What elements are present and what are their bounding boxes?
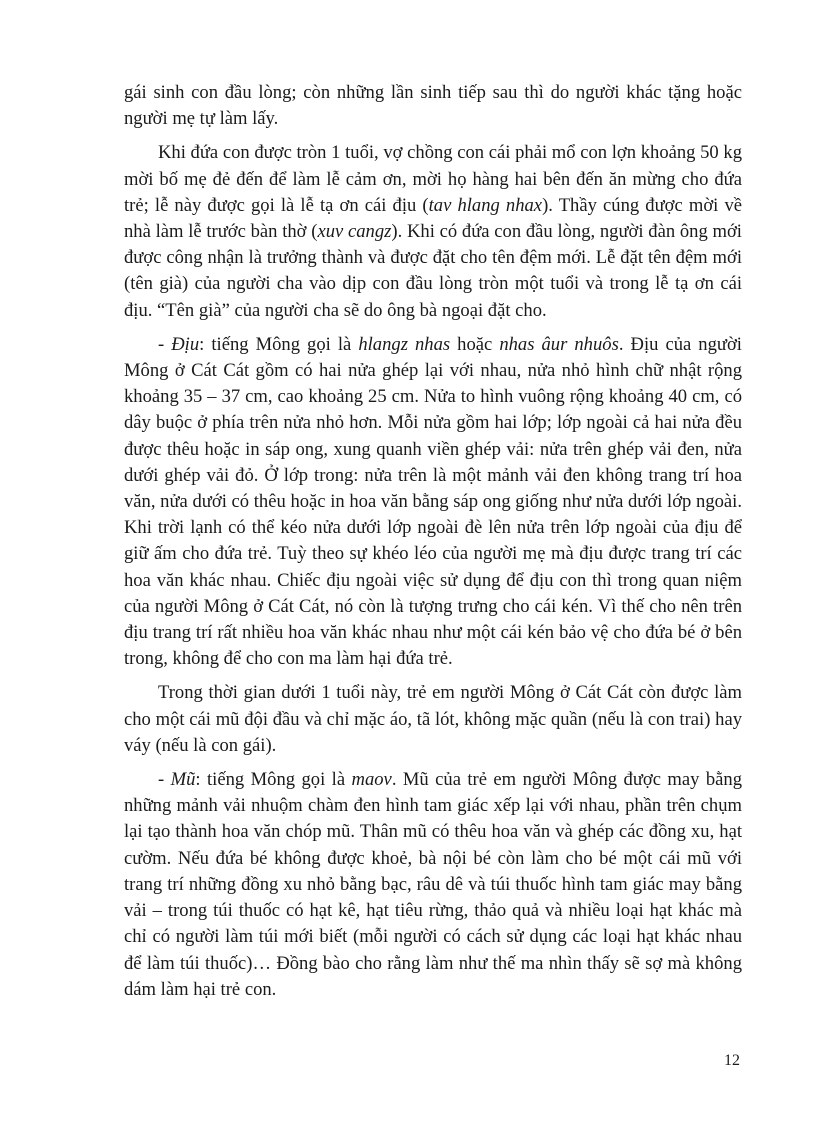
paragraph-2-italic-b: xuv cangz [317, 221, 392, 243]
paragraph-4 [124, 680, 742, 759]
paragraph-3-lead: - [158, 333, 172, 355]
paragraph-5-term: Mũ [170, 769, 196, 791]
paragraph-5-text-b: . Mũ của trẻ em người Mông được may bằng những mảnh vải nhuộm chàm đen hình tam giác xếp lại với nhau, phần trên chụm lại tạo thành hoa văn chóp mũ. Thân mũ có thêu hoa văn và ghép các đồng xu, hạt cườm. Nếu đứa bé không được khoẻ, bà nội bé còn làm cho bé một cái mũ với trang trí những đồng xu nhỏ bằng bạc, râu dê và túi thuốc hình tam giác may bằng vải – trong túi thuốc có hạt kê, hạt tiêu rừng, thảo quả và nhiều loại hạt khác mà chỉ có người làm túi mới biết (mỗi người có cách sử dụng các loại hạt khác nhau để làm túi thuốc)… Đồng bào cho rằng làm như thế ma nhìn thấy sẽ sợ mà không dám làm hại trẻ con. [124, 769, 742, 1000]
paragraph-2-italic-a: tav hlang nhax [428, 194, 543, 216]
paragraph-3-text-c: . Địu của người Mông ở Cát Cát gồm có hai nửa ghép lại với nhau, nửa nhỏ hình chữ nhật rộng khoảng 35 – 37 cm, cao khoảng 25 cm. Nửa to hình vuông rộng khoảng 40 cm, có dây buộc ở phía trên nửa nhỏ hơn. Mỗi nửa gồm hai lớp; lớp ngoài cả hai nửa đều được thêu hoặc in sáp ong, xung quanh viền ghép vải: nửa trên ghép vải đen, nửa dưới ghép vải đỏ. Ở lớp trong: nửa trên là một mảnh vải đen không trang trí hoa văn, nửa dưới có thêu hoặc in hoa văn bằng sáp ong giống như nửa dưới lớp ngoài. Khi trời lạnh có thể kéo nửa dưới lớp ngoài đè lên nửa trên lớp ngoài của địu để giữ ấm cho đứa trẻ. Tuỳ theo sự khéo léo của người mẹ mà địu được trang trí các hoa văn khác nhau. Chiếc địu ngoài việc sử dụng để địu con thì trong quan niệm của người Mông ở Cát Cát, nó còn là tượng trưng cho cái kén. Vì thế cho nên trên địu trang trí rất nhiều hoa văn khác nhau như một cái kén bảo vệ cho đứa bé ở bên trong, không để cho con ma làm hại đứa trẻ. [124, 333, 742, 670]
paragraph-2 [124, 140, 742, 323]
paragraph-4-text: Trong thời gian dưới 1 tuổi này, trẻ em người Mông ở Cát Cát còn được làm cho một cái mũ đội đầu và chỉ mặc áo, tã lót, không mặc quần (nếu là con trai) hay váy (nếu là con gái). [124, 682, 742, 756]
paragraph-2-text-c: ). Khi có đứa con đầu lòng, người đàn ông mới được công nhận là trưởng thành và được đặt cho tên đệm mới. Lễ đặt tên đệm mới (tên già) của người cha vào dịp con đầu lòng tròn một tuổi và trong lễ tạ ơn cái địu. “Tên già” của người cha sẽ do ông bà ngoại đặt cho. [124, 221, 742, 321]
paragraph-1-text: gái sinh con đầu lòng; còn những lần sinh tiếp sau thì do người khác tặng hoặc người mẹ tự làm lấy. [124, 82, 742, 130]
paragraph-3-text-b: hoặc [450, 333, 500, 355]
paragraph-3 [124, 332, 742, 673]
paragraph-2-text-a: Khi đứa con được tròn 1 tuổi, vợ chồng con cái phải mổ con lợn khoảng 50 kg mời bố mẹ đẻ đến để làm lễ cảm ơn, mời họ hàng hai bên đến ăn mừng cho đứa trẻ; lễ này được gọi là lễ tạ ơn cái địu ( [124, 142, 742, 216]
paragraph-5 [124, 767, 742, 1003]
paragraph-3-italic-b: nhas âur nhuôs [499, 333, 619, 355]
paragraph-3-term: Địu [171, 333, 200, 355]
paragraph-1 [124, 80, 742, 132]
document-page [124, 80, 742, 1011]
paragraph-3-italic-a: hlangz nhas [358, 333, 451, 355]
paragraph-5-italic-a: maov [351, 769, 392, 791]
page-number: 12 [724, 1052, 740, 1069]
paragraph-5-lead: - [158, 769, 171, 791]
paragraph-2-text-b: ). Thầy cúng được mời về nhà làm lễ trước bàn thờ ( [124, 194, 743, 243]
paragraph-5-text-a: : tiếng Mông gọi là [195, 769, 352, 791]
paragraph-3-text-a: : tiếng Mông gọi là [199, 333, 359, 355]
